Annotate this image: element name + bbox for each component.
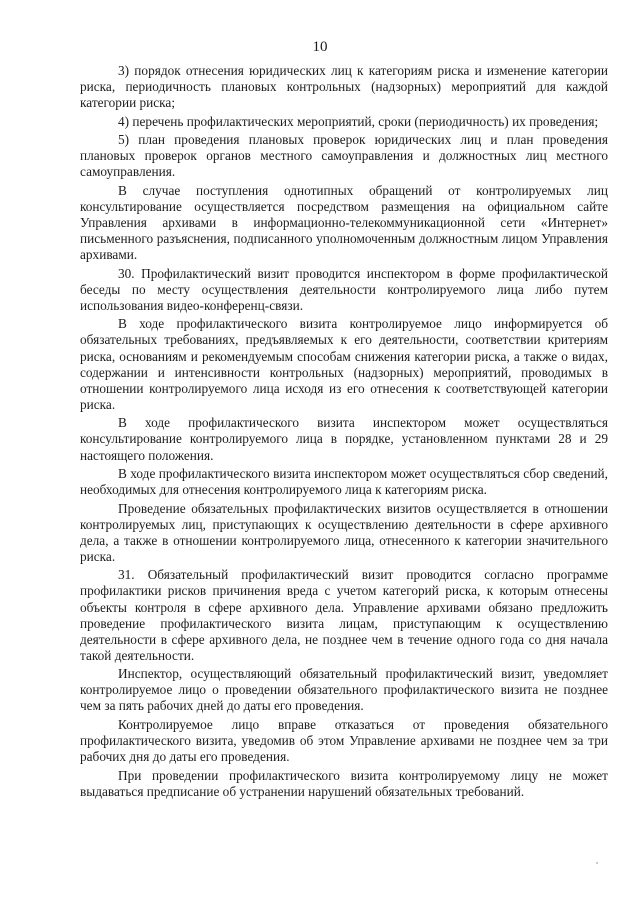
paragraph-visit-data-collection: В ходе профилактического визита инспектором может осуществляться сбор сведений, необходимых для отнесения контролируемого лица к категориям риска.	[80, 465, 608, 498]
paragraph-consulting-uniform-requests: В случае поступления однотипных обращений от контролируемых лиц консультирование осуществляется посредством размещения на официальном сайте Управления архивами в информационно-телекоммуникационной сети «Интернет» письменного разъяснения, подписанного уполномоченным должностным лицом Управления архивами.	[80, 182, 608, 263]
paragraph-no-prescription: При проведении профилактического визита контролируемому лицу не может выдаваться предписание об устранении нарушений обязательных требований.	[80, 767, 608, 799]
document-body	[80, 63, 608, 800]
paragraph-item-4: 4) перечень профилактических мероприятий, сроки (периодичность) их проведения;	[118, 113, 599, 129]
page-number: 10	[312, 39, 328, 55]
paragraph-section-30: 30. Профилактический визит проводится инспектором в форме профилактической беседы по месту осуществления деятельности контролируемого лица либо путем использования видео-конференц-связи.	[80, 265, 608, 313]
paragraph-visit-informing: В ходе профилактического визита контролируемое лицо информируется об обязательных требованиях, предъявляемых к его деятельности, соответствии критериям риска, основаниям и рекомендуемым способам снижения категории риска, а также о видах, содержании и интенсивности контрольных (надзорных) мероприятий, проводимых в отношении контролируемого лица исходя из его отнесения к соответствующей категории риска.	[80, 316, 608, 412]
paragraph-item-3: 3) порядок отнесения юридических лиц к категориям риска и изменение категории риска, периодичность плановых контрольных (надзорных) мероприятий для каждой категории риска;	[80, 63, 608, 111]
paragraph-inspector-notice: Инспектор, осуществляющий обязательный профилактический визит, уведомляет контролируемое лицо о проведении обязательного профилактического визита не позднее чем за пять рабочих дней до даты его проведения.	[80, 666, 608, 714]
paragraph-refusal-right: Контролируемое лицо вправе отказаться от проведения обязательного профилактического визита, уведомив об этом Управление архивами не позднее чем за три рабочих дня до даты его проведения.	[80, 716, 608, 765]
paragraph-item-5: 5) план проведения плановых проверок юридических лиц и план проведения плановых проверок органов местного самоуправления и должностных лиц местного самоуправления.	[80, 132, 608, 180]
paragraph-mandatory-visits: Проведение обязательных профилактических визитов осуществляется в отношении контролируемых лиц, приступающих к осуществлению деятельности в сфере архивного дела, а также в отношении контролируемого лица, отнесенного к категории значительного риска.	[80, 500, 608, 564]
scan-speck	[596, 862, 598, 864]
paragraph-section-31: 31. Обязательный профилактический визит проводится согласно программе профилактики рисков причинения вреда с учетом категорий риска, к которым отнесены объекты контроля в сфере архивного дела. Управление архивами обязано предложить проведение профилактического визита лицам, приступающим к осуществлению деятельности в сфере архивного дела, не позднее чем в течение одного года со дня начала такой деятельности.	[80, 567, 608, 663]
paragraph-visit-consulting: В ходе профилактического визита инспектором может осуществляться консультирование контролируемого лица в порядке, установленном пунктами 28 и 29 настоящего положения.	[80, 415, 608, 463]
